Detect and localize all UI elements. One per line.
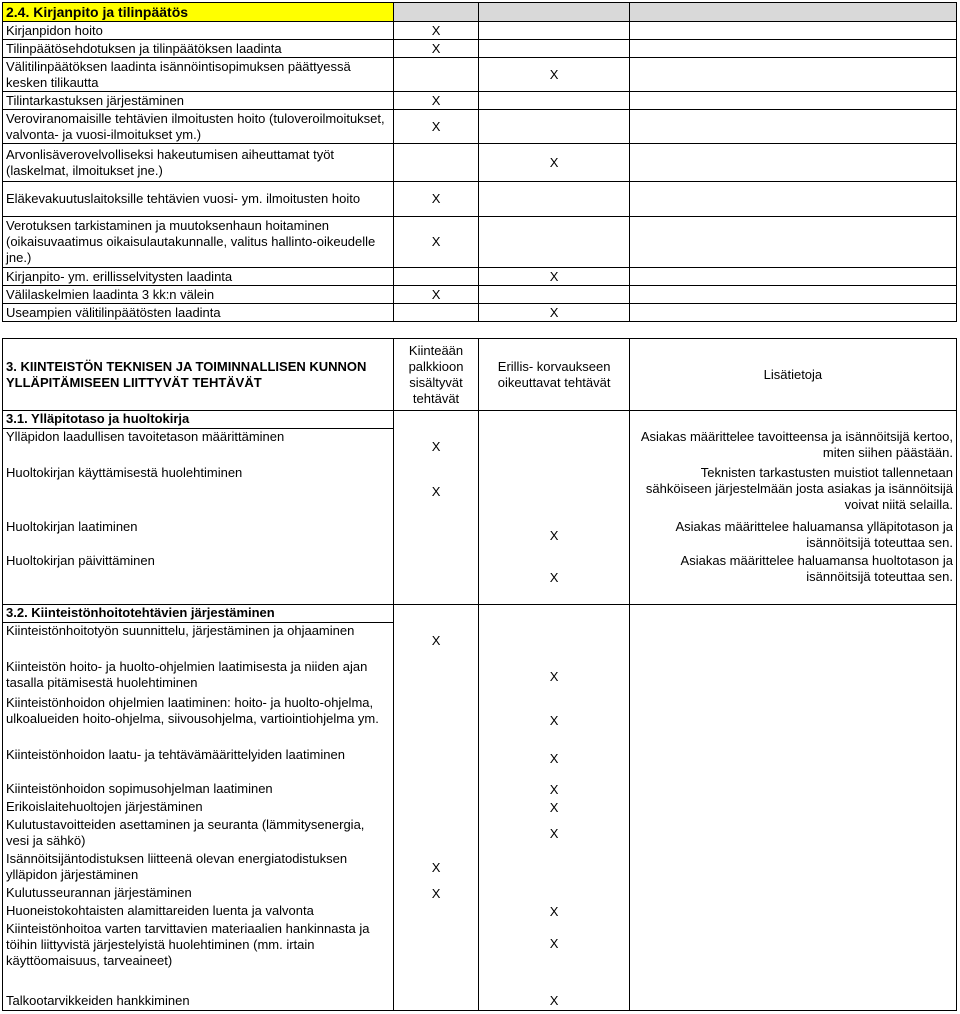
fixed-fee-mark: X [393,92,479,110]
extra-fee-mark: X [479,553,629,605]
extra-fee-mark [479,92,629,110]
task-text: Isännöitsijäntodistuksen liitteenä olevan energiatodistuksen ylläpidon järjestäminen [3,851,394,885]
task-text: Kiinteistönhoitoa varten tarvittavien materiaalien hankinnasta ja töihin liittyvistä järjestelyistä huolehtiminen (mm. irtain käyttöomaisuus, tarveaineet) [3,921,394,993]
task-text: Kulutusseurannan järjestäminen [3,885,394,903]
task-text: Eläkevakuutuslaitoksille tehtävien vuosi- ym. ilmoitusten hoito [3,182,394,217]
extra-fee-mark: X [479,58,629,92]
fixed-fee-mark: X [393,885,479,903]
fixed-fee-mark [393,903,479,921]
fixed-fee-mark [393,659,479,695]
extra-fee-mark: X [479,747,629,781]
task-text: Veroviranomaisille tehtävien ilmoitusten hoito (tuloveroilmoitukset, valvonta- ja vuosi-ilmoitukset ym.) [3,110,394,144]
extra-fee-mark [479,22,629,40]
fixed-fee-mark: X [393,40,479,58]
extra-fee-mark: X [479,993,629,1011]
task-text: Kiinteistön hoito- ja huolto-ohjelmien laatimisesta ja niiden ajan tasalla pitämisestä huolehtiminen [3,659,394,695]
task-text: Välilaskelmien laadinta 3 kk:n välein [3,286,394,304]
task-text: Erikoislaitehuoltojen järjestäminen [3,799,394,817]
task-text: Kiinteistönhoitotyön suunnittelu, järjestäminen ja ohjaaminen [3,623,394,659]
fixed-fee-mark: X [393,110,479,144]
task-text: Kiinteistönhoidon laatu- ja tehtävämäärittelyiden laatiminen [3,747,394,781]
extra-fee-mark [479,429,629,465]
fixed-fee-mark [393,58,479,92]
section-3-title: 3. KIINTEISTÖN TEKNISEN JA TOIMINNALLISEN KUNNON YLLÄPITÄMISEEN LIITTYVÄT TEHTÄVÄT [3,339,394,411]
extra-fee-mark: X [479,144,629,182]
extra-fee-mark: X [479,817,629,851]
task-text: Huoneistokohtaisten alamittareiden luenta ja valvonta [3,903,394,921]
task-text: Kirjanpidon hoito [3,22,394,40]
fixed-fee-mark [393,781,479,799]
extra-fee-mark: X [479,659,629,695]
subsection-3-1-title: 3.1. Ylläpitotaso ja huoltokirja [3,411,394,429]
extra-fee-mark: X [479,781,629,799]
task-text: Kulutustavoitteiden asettaminen ja seuranta (lämmitysenergia, vesi ja sähkö) [3,817,394,851]
task-text: Kiinteistönhoidon ohjelmien laatiminen: hoito- ja huolto-ohjelma, ulkoalueiden hoito-ohjelma, siivousohjelma, vartiointiohjelma ym. [3,695,394,747]
info-text: Asiakas määrittelee haluamansa huoltotason ja isännöitsijä toteuttaa sen. [629,553,956,605]
fixed-fee-mark [393,519,479,553]
task-text: Kirjanpito- ym. erillisselvitysten laadinta [3,268,394,286]
fixed-fee-mark: X [393,429,479,465]
task-text: Arvonlisäverovelvolliseksi hakeutumisen aiheuttamat työt (laskelmat, ilmoitukset jne.) [3,144,394,182]
task-text: Välitilinpäätöksen laadinta isännöintisopimuksen päättyessä kesken tilikautta [3,58,394,92]
fixed-fee-mark [393,799,479,817]
extra-fee-mark [479,885,629,903]
extra-fee-mark [479,623,629,659]
fixed-fee-mark [393,993,479,1011]
fixed-fee-mark: X [393,623,479,659]
fixed-fee-mark: X [393,22,479,40]
section-2-4-table [2,2,957,322]
fixed-fee-mark [393,553,479,605]
task-text: Huoltokirjan käyttämisestä huolehtiminen [3,465,394,519]
col-extra-fee-header: Erillis- korvaukseen oikeuttavat tehtävät [479,339,629,411]
extra-fee-mark [479,465,629,519]
extra-fee-mark: X [479,903,629,921]
info-text: Asiakas määrittelee haluamansa ylläpitotason ja isännöitsijä toteuttaa sen. [629,519,956,553]
extra-fee-mark [479,182,629,217]
extra-fee-mark: X [479,519,629,553]
extra-fee-mark [479,286,629,304]
fixed-fee-mark [393,921,479,993]
extra-fee-mark [479,851,629,885]
section-3-table [2,338,957,1011]
col-fixed-fee-header: Kiinteään palkkioon sisältyvät tehtävät [393,339,479,411]
fixed-fee-mark: X [393,217,479,268]
task-text: Useampien välitilinpäätösten laadinta [3,304,394,322]
fixed-fee-mark [393,144,479,182]
fixed-fee-mark: X [393,465,479,519]
fixed-fee-mark [393,747,479,781]
fixed-fee-mark [393,304,479,322]
task-text: Huoltokirjan laatiminen [3,519,394,553]
task-text: Talkootarvikkeiden hankkiminen [3,993,394,1011]
fixed-fee-mark: X [393,851,479,885]
extra-fee-mark: X [479,304,629,322]
fixed-fee-mark: X [393,182,479,217]
subsection-3-2-title: 3.2. Kiinteistönhoitotehtävien järjestäminen [3,605,394,623]
section-gap [2,321,957,338]
task-text: Ylläpidon laadullisen tavoitetason määrittäminen [3,429,394,465]
extra-fee-mark [479,217,629,268]
fixed-fee-mark [393,268,479,286]
task-text: Kiinteistönhoidon sopimusohjelman laatiminen [3,781,394,799]
col-info-header: Lisätietoja [629,339,956,411]
extra-fee-mark: X [479,921,629,993]
fixed-fee-mark [393,817,479,851]
extra-fee-mark: X [479,695,629,747]
task-text: Tilintarkastuksen järjestäminen [3,92,394,110]
section-title: 2.4. Kirjanpito ja tilinpäätös [3,3,394,22]
task-text: Tilinpäätösehdotuksen ja tilinpäätöksen laadinta [3,40,394,58]
task-text: Huoltokirjan päivittäminen [3,553,394,605]
extra-fee-mark: X [479,799,629,817]
info-text: Asiakas määrittelee tavoitteensa ja isännöitsijä kertoo, miten siihen päästään. [629,429,956,465]
extra-fee-mark: X [479,268,629,286]
fixed-fee-mark: X [393,286,479,304]
task-text: Verotuksen tarkistaminen ja muutoksenhaun hoitaminen (oikaisuvaatimus oikaisulautakunnalle, valitus hallinto-oikeudelle jne.) [3,217,394,268]
extra-fee-mark [479,110,629,144]
fixed-fee-mark [393,695,479,747]
info-text: Teknisten tarkastusten muistiot tallennetaan sähköiseen järjestelmään josta asiakas ja isännöitsijä voivat niitä selailla. [629,465,956,519]
extra-fee-mark [479,40,629,58]
